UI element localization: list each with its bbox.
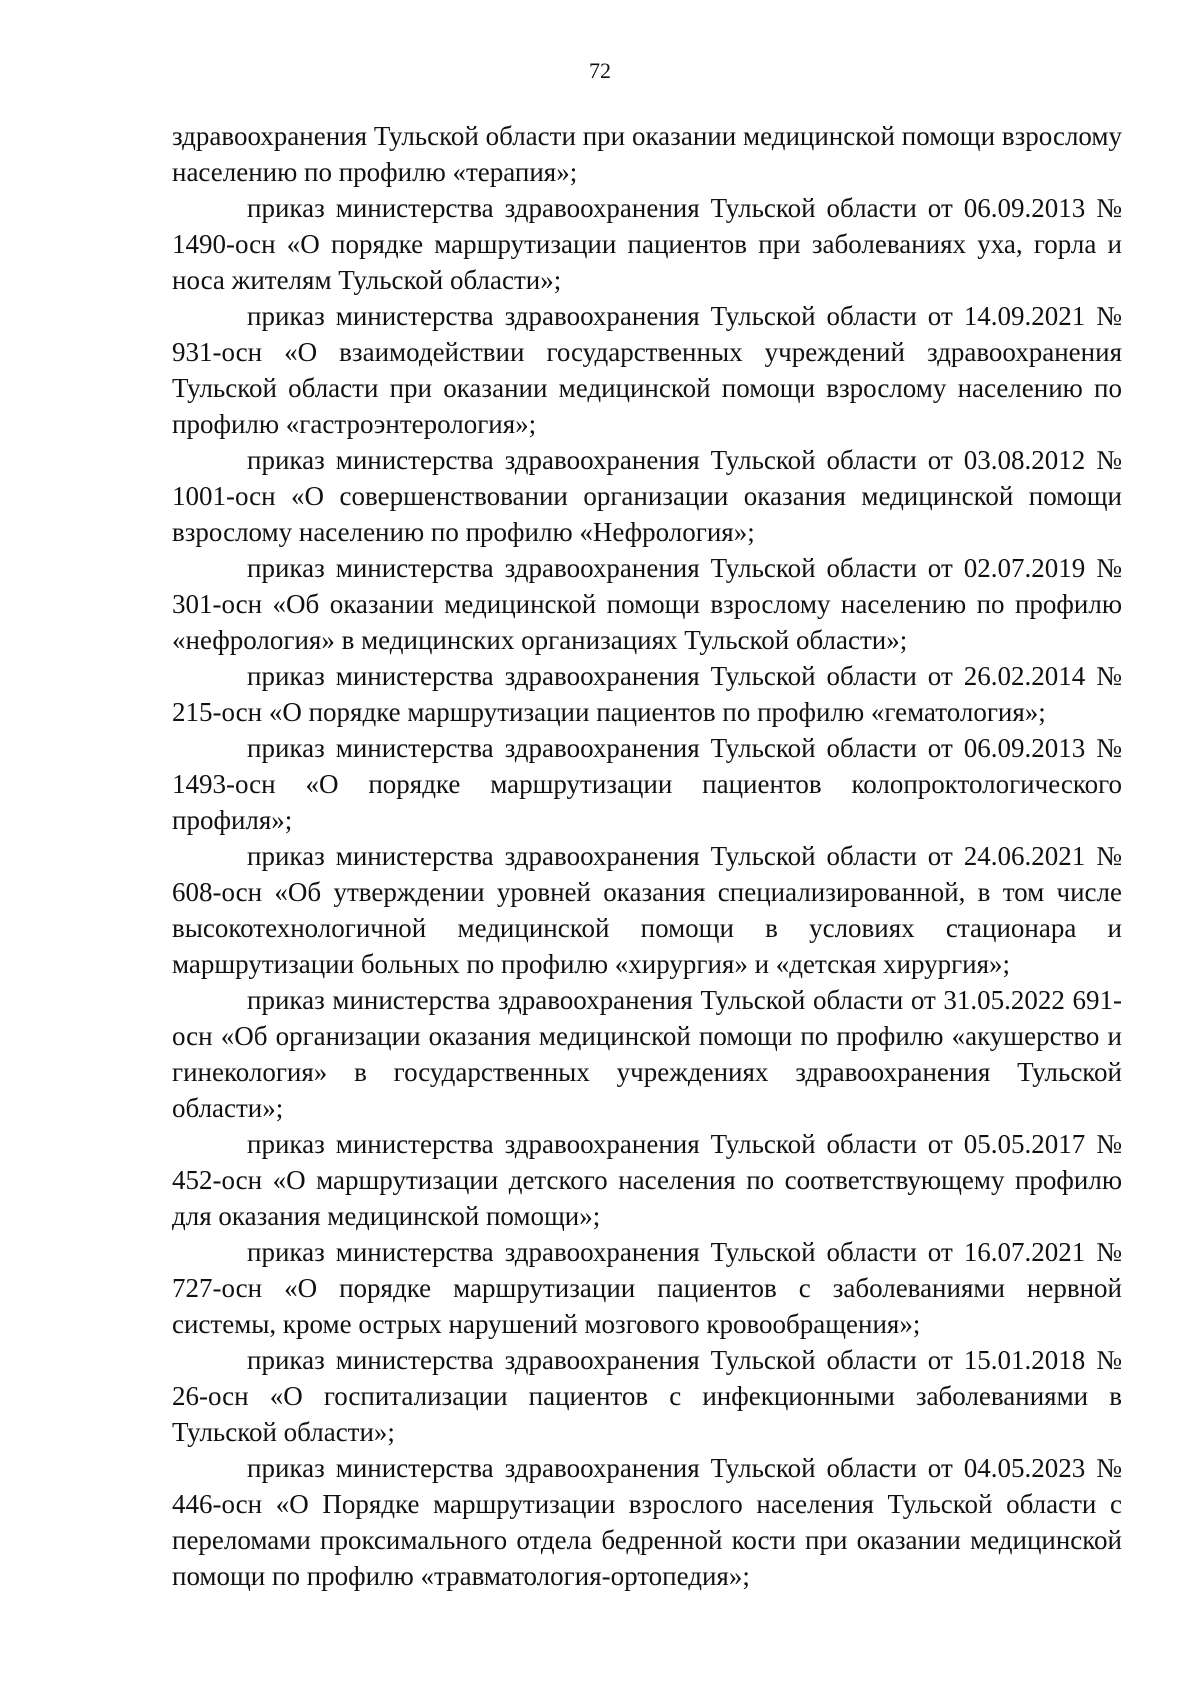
paragraph-order-691: приказ министерства здравоохранения Тульской области от 31.05.2022 691-осн «Об организации оказания медицинской помощи по профилю «акушерство и гинекология» в государственных учреждениях здравоохранения Тульской области»;: [172, 985, 1122, 1123]
paragraph-order-1490: приказ министерства здравоохранения Тульской области от 06.09.2013 № 1490-осн «О порядке маршрутизации пациентов при заболеваниях уха, горла и носа жителям Тульской области»;: [172, 193, 1122, 295]
paragraph-order-215: приказ министерства здравоохранения Тульской области от 26.02.2014 № 215-осн «О порядке маршрутизации пациентов по профилю «гематология»;: [172, 661, 1122, 727]
document-body: [172, 118, 1122, 1594]
paragraph-order-446: приказ министерства здравоохранения Тульской области от 04.05.2023 № 446-осн «О Порядке маршрутизации взрослого населения Тульской области с переломами проксимального отдела бедренной кости при оказании медицинской помощи по профилю «травматология-ортопедия»;: [172, 1453, 1122, 1591]
page-number: 72: [589, 58, 611, 83]
paragraph-order-1001: приказ министерства здравоохранения Тульской области от 03.08.2012 № 1001-осн «О совершенствовании организации оказания медицинской помощи взрослому населению по профилю «Нефрология»;: [172, 445, 1122, 547]
paragraph-order-301: приказ министерства здравоохранения Тульской области от 02.07.2019 № 301-осн «Об оказании медицинской помощи взрослому населению по профилю «нефрология» в медицинских организациях Тульской области»;: [172, 553, 1122, 655]
paragraph-order-608: приказ министерства здравоохранения Тульской области от 24.06.2021 № 608-осн «Об утверждении уровней оказания специализированной, в том числе высокотехнологичной медицинской помощи в условиях стационара и маршрутизации больных по профилю «хирургия» и «детская хирургия»;: [172, 841, 1122, 979]
paragraph-order-931: приказ министерства здравоохранения Тульской области от 14.09.2021 № 931-осн «О взаимодействии государственных учреждений здравоохранения Тульской области при оказании медицинской помощи взрослому населению по профилю «гастроэнтерология»;: [172, 301, 1122, 439]
paragraph-order-727: приказ министерства здравоохранения Тульской области от 16.07.2021 № 727-осн «О порядке маршрутизации пациентов с заболеваниями нервной системы, кроме острых нарушений мозгового кровообращения»;: [172, 1237, 1122, 1339]
paragraph-continuation: здравоохранения Тульской области при оказании медицинской помощи взрослому населению по профилю «терапия»;: [172, 121, 1122, 187]
paragraph-order-452: приказ министерства здравоохранения Тульской области от 05.05.2017 № 452-осн «О маршрутизации детского населения по соответствующему профилю для оказания медицинской помощи»;: [172, 1129, 1122, 1231]
paragraph-order-26: приказ министерства здравоохранения Тульской области от 15.01.2018 № 26-осн «О госпитализации пациентов с инфекционными заболеваниями в Тульской области»;: [172, 1345, 1122, 1447]
paragraph-order-1493: приказ министерства здравоохранения Тульской области от 06.09.2013 № 1493-осн «О порядке маршрутизации пациентов колопроктологического профиля»;: [172, 733, 1122, 835]
